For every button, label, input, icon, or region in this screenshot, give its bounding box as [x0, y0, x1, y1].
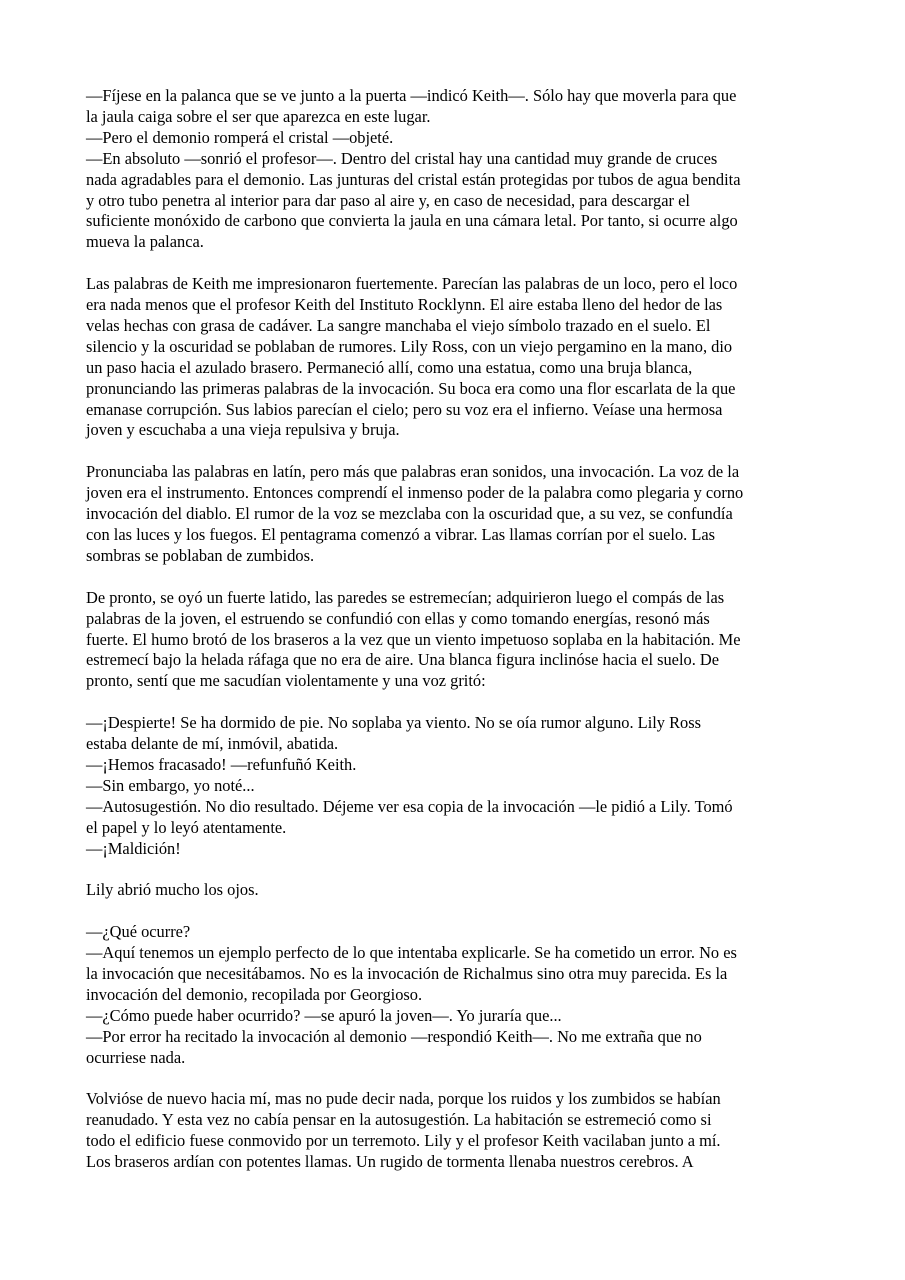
text-line: Volvióse de nuevo hacia mí, mas no pude decir nada, porque los ruidos y los zumbidos se habían — [86, 1089, 721, 1109]
text-line: nada agradables para el demonio. Las junturas del cristal están protegidas por tubos de agua bendita — [86, 169, 741, 189]
text-line: Los braseros ardían con potentes llamas. Un rugido de tormenta llenaba nuestros cerebros. A — [86, 1152, 694, 1172]
text-line: Lily abrió mucho los ojos. — [86, 880, 259, 900]
text-line: invocación del diablo. El rumor de la voz se mezclaba con la oscuridad que, a su vez, se confundía — [86, 504, 733, 524]
text-line: reanudado. Y esta vez no cabía pensar en la autosugestión. La habitación se estremeció como si — [86, 1110, 712, 1130]
text-line: —Aquí tenemos un ejemplo perfecto de lo que intentaba explicarle. Se ha cometido un error. No es — [86, 943, 737, 963]
text-line: y otro tubo penetra al interior para dar paso al aire y, en caso de necesidad, para descargar el — [86, 190, 690, 210]
paragraph-block — [86, 713, 819, 859]
text-line: De pronto, se oyó un fuerte latido, las paredes se estremecían; adquirieron luego el compás de las — [86, 587, 725, 607]
text-line: joven era el instrumento. Entonces comprendí el inmenso poder de la palabra como plegaria y corno — [86, 483, 744, 503]
text-line: —Por error ha recitado la invocación al demonio —respondió Keith—. No me extraña que no — [86, 1026, 702, 1046]
text-line: ocurriese nada. — [86, 1047, 186, 1067]
text-line: —Autosugestión. No dio resultado. Déjeme ver esa copia de la invocación —le pidió a Lily. Tomó — [86, 796, 733, 816]
text-line: Las palabras de Keith me impresionaron fuertemente. Parecían las palabras de un loco, pero el loco — [86, 274, 738, 294]
text-line: sombras se poblaban de zumbidos. — [86, 545, 315, 565]
paragraph-block — [86, 922, 819, 1068]
text-line: mueva la palanca. — [86, 232, 204, 252]
text-line: —¿Qué ocurre? — [86, 922, 191, 942]
paragraph-block — [86, 86, 819, 253]
paragraph-block — [86, 462, 819, 567]
text-line: —Sin embargo, yo noté... — [86, 775, 255, 795]
text-line: palabras de la joven, el estruendo se confundió con ellas y como tomando energías, resonó más — [86, 608, 710, 628]
text-line: la invocación que necesitábamos. No es la invocación de Richalmus sino otra muy parecida. Es la — [86, 963, 728, 983]
text-line: estremecí bajo la helada ráfaga que no era de aire. Una blanca figura inclinóse hacia el suelo. De — [86, 650, 720, 670]
text-line: suficiente monóxido de carbono que convierta la jaula en una cámara letal. Por tanto, si ocurre algo — [86, 211, 738, 231]
text-line: silencio y la oscuridad se poblaban de rumores. Lily Ross, con un viejo pergamino en la mano, dio — [86, 336, 733, 356]
text-line: —Pero el demonio romperá el cristal —objeté. — [86, 127, 394, 147]
text-line: la jaula caiga sobre el ser que aparezca en este lugar. — [86, 106, 431, 126]
text-line: invocación del demonio, recopilada por Georgioso. — [86, 984, 423, 1004]
text-line: Pronunciaba las palabras en latín, pero más que palabras eran sonidos, una invocación. La voz de la — [86, 462, 740, 482]
text-line: —¡Maldición! — [86, 838, 181, 858]
text-line: —¡Hemos fracasado! —refunfuñó Keith. — [86, 754, 357, 774]
text-line: un paso hacia el azulado brasero. Permaneció allí, como una estatua, como una bruja blanca, — [86, 357, 693, 377]
text-line: con las luces y los fuegos. El pentagrama comenzó a vibrar. Las llamas corrían por el suelo. Las — [86, 525, 716, 544]
paragraph-block — [86, 274, 819, 441]
text-line: era nada menos que el profesor Keith del Instituto Rocklynn. El aire estaba lleno del hedor de las — [86, 295, 723, 315]
text-line: emanase corrupción. Sus labios parecían el cielo; pero su voz era el infierno. Veíase una hermosa — [86, 399, 723, 419]
text-line: —En absoluto —sonrió el profesor—. Dentro del cristal hay una cantidad muy grande de cruces — [86, 148, 718, 168]
text-line: el papel y lo leyó atentamente. — [86, 817, 287, 837]
text-line: —¿Cómo puede haber ocurrido? —se apuró la joven—. Yo juraría que... — [86, 1005, 562, 1025]
text-line: —¡Despierte! Se ha dormido de pie. No soplaba ya viento. No se oía rumor alguno. Lily Ross — [86, 713, 701, 733]
paragraph-block — [86, 588, 819, 693]
text-line: pronto, sentí que me sacudían violentamente y una voz gritó: — [86, 671, 486, 691]
text-line: joven y escuchaba a una vieja repulsiva y bruja. — [86, 420, 400, 440]
text-line: todo el edificio fuese conmovido por un terremoto. Lily y el profesor Keith vacilaban junto a mí. — [86, 1131, 721, 1151]
text-line: estaba delante de mí, inmóvil, abatida. — [86, 734, 339, 754]
paragraph-block — [86, 1089, 819, 1173]
text-line: fuerte. El humo brotó de los braseros a la vez que un viento impetuoso soplaba en la habitación. Me — [86, 629, 741, 649]
text-line: —Fíjese en la palanca que se ve junto a la puerta —indicó Keith—. Sólo hay que moverla para que — [86, 86, 737, 105]
text-line: pronunciando las primeras palabras de la invocación. Su boca era como una flor escarlata de la que — [86, 378, 736, 398]
text-line: velas hechas con grasa de cadáver. La sangre manchaba el viejo símbolo trazado en el suelo. El — [86, 315, 711, 335]
paragraph-block — [86, 880, 819, 901]
